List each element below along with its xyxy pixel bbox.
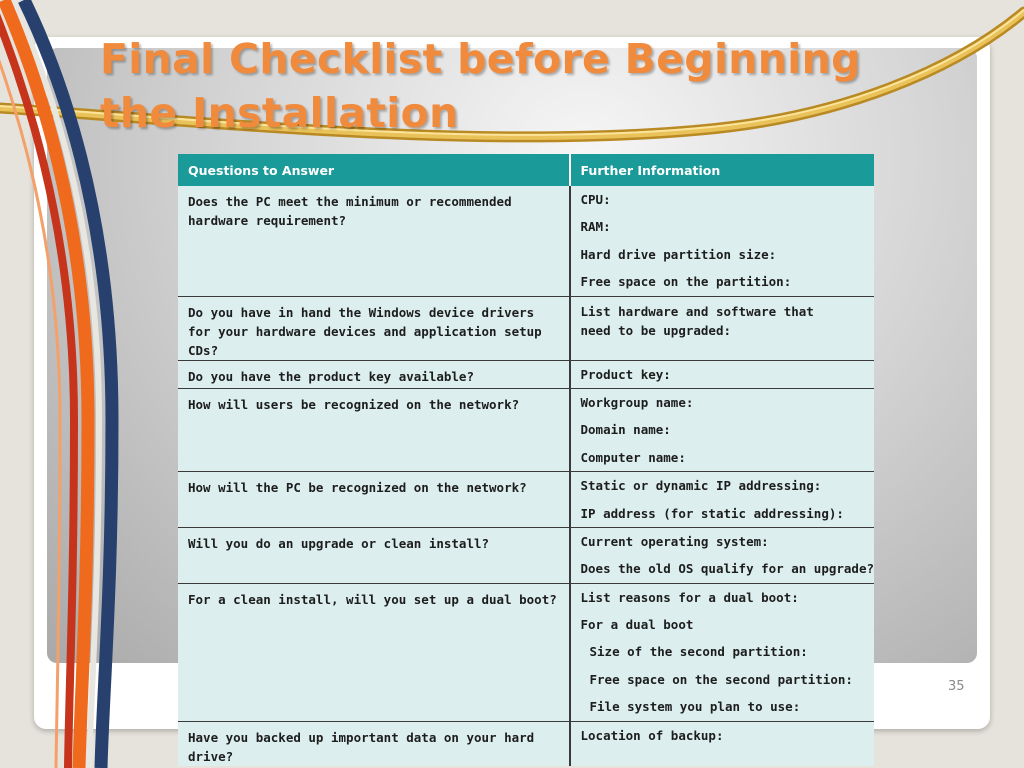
- question-text: Does the PC meet the minimum or recommended hardware requirement?: [188, 194, 512, 228]
- info-cell: [570, 296, 875, 360]
- info-line: IP address (for static addressing):: [580, 505, 844, 521]
- table-row: [178, 360, 874, 388]
- question-text: For a clean install, will you set up a dual boot?: [188, 591, 557, 607]
- question-cell: [178, 527, 570, 583]
- info-cell: [570, 583, 875, 721]
- question-cell: [178, 296, 570, 360]
- info-cell: [570, 472, 875, 528]
- info-line: List hardware and software that need to be upgraded:: [580, 303, 814, 338]
- question-text: Have you backed up important data on your hard drive?: [188, 729, 535, 764]
- table-row: [178, 721, 874, 766]
- table-row: [178, 583, 874, 721]
- header-questions: Questions to Answer: [178, 154, 570, 186]
- info-line: Size of the second partition:: [589, 644, 808, 660]
- question-cell: [178, 360, 570, 388]
- info-line: CPU:: [580, 192, 611, 207]
- checklist-table: [178, 154, 874, 766]
- table-row: [178, 186, 874, 296]
- info-line: Product key:: [580, 366, 671, 382]
- question-cell: [178, 388, 570, 471]
- info-line: Static or dynamic IP addressing:: [580, 478, 822, 494]
- question-text: Do you have in hand the Windows device drivers for your hardware devices and application setup CDs?: [188, 304, 542, 358]
- info-cell: [570, 388, 875, 471]
- info-line: List reasons for a dual boot:: [580, 589, 799, 605]
- header-further-information: Further Information: [570, 154, 875, 186]
- question-cell: [178, 721, 570, 766]
- info-line: Does the old OS qualify for an upgrade?: [580, 561, 874, 577]
- info-line: For a dual boot: [580, 617, 694, 633]
- info-line: Free space on the partition:: [580, 274, 792, 290]
- info-line: Workgroup name:: [580, 394, 694, 410]
- question-text: How will users be recognized on the network?: [188, 396, 520, 412]
- question-text: Do you have the product key available?: [188, 368, 474, 384]
- table-row: [178, 388, 874, 471]
- question-cell: [178, 186, 570, 296]
- table-row: [178, 527, 874, 583]
- table-header-row: [178, 154, 874, 186]
- info-cell: [570, 360, 875, 388]
- question-cell: [178, 583, 570, 721]
- info-cell: [570, 721, 875, 766]
- info-line: Hard drive partition size:: [580, 246, 777, 262]
- table-row: [178, 296, 874, 360]
- page-number: 35: [948, 679, 965, 694]
- info-line: Domain name:: [580, 422, 671, 438]
- info-line: File system you plan to use:: [589, 699, 801, 715]
- info-line: Free space on the second partition:: [589, 671, 853, 687]
- info-line: Computer name:: [580, 449, 686, 465]
- info-line: Current operating system:: [580, 533, 769, 549]
- table-row: [178, 472, 874, 528]
- question-text: Will you do an upgrade or clean install?: [188, 535, 490, 551]
- question-text: How will the PC be recognized on the network?: [188, 480, 527, 496]
- slide-title: Final Checklist before Beginning the Installation: [100, 35, 861, 137]
- question-cell: [178, 472, 570, 528]
- info-line: Location of backup:: [580, 727, 724, 743]
- info-cell: [570, 186, 875, 296]
- info-line: RAM:: [580, 219, 611, 235]
- info-cell: [570, 527, 875, 583]
